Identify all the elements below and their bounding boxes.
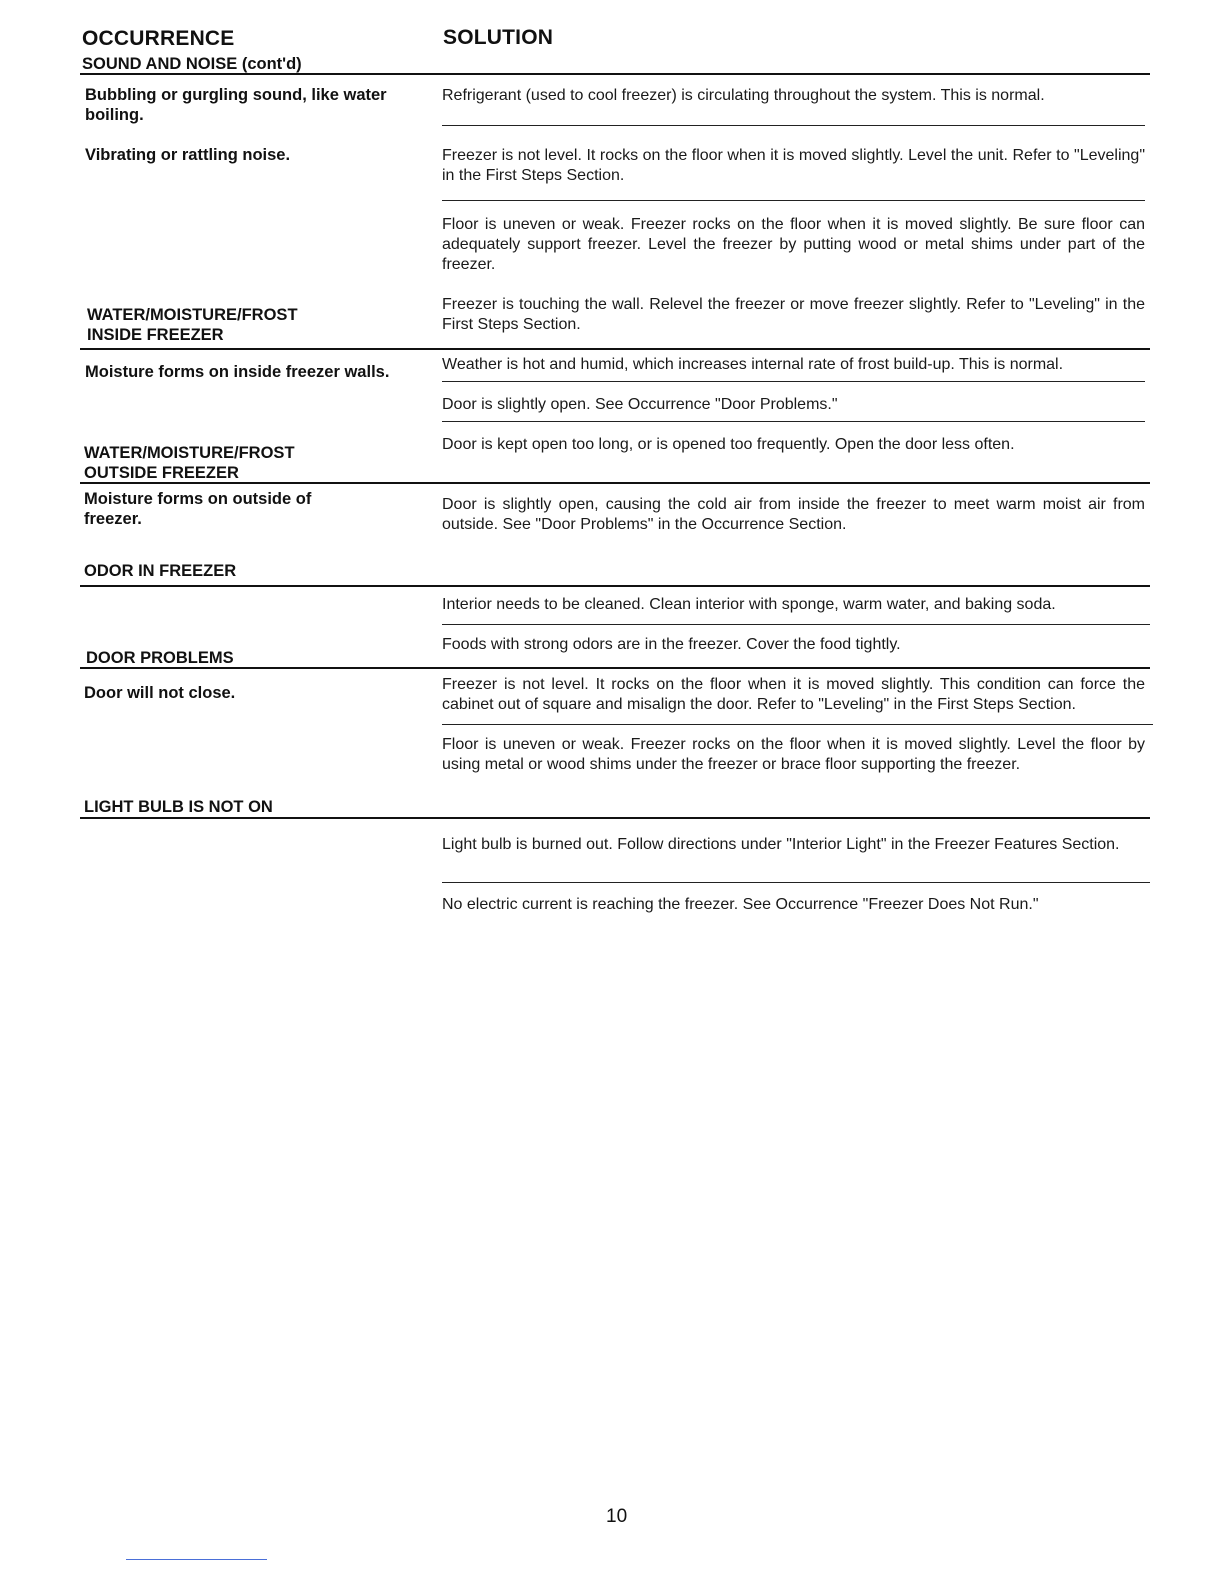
occurrence-moisture-outside-line2: freezer. [84, 510, 142, 528]
solution-refrigerant: Refrigerant (used to cool freezer) is circulating throughout the system. This is normal. [442, 87, 1045, 104]
occurrence-moisture-outside [84, 489, 311, 529]
occurrence-bubbling-line1: Bubbling or gurgling sound, like water [85, 86, 387, 104]
decorative-blue-rule [126, 1559, 267, 1560]
solution-divider [442, 125, 1145, 126]
occurrence-vibrating: Vibrating or rattling noise. [85, 146, 291, 164]
solution-floor-uneven: Floor is uneven or weak. Freezer rocks on the floor when it is moved slightly. Be sure floor can adequately support freezer. Level the freezer by putting wood or metal shims under part of the freezer. [442, 216, 1145, 273]
section-odor: ODOR IN FREEZER [84, 562, 237, 580]
solution-divider [442, 200, 1145, 201]
section-divider [80, 817, 1150, 819]
section-sound-and-noise: SOUND AND NOISE (cont'd) [82, 55, 302, 73]
occurrence-column-header: OCCURRENCE [82, 27, 235, 50]
section-water-outside-line2: OUTSIDE FREEZER [84, 464, 239, 482]
solution-door-open-cold: Door is slightly open, causing the cold air from inside the freezer to meet warm moist air from outside. See "Door Problems" in the Occurrence Section. [442, 496, 1145, 533]
occurrence-moisture-outside-line1: Moisture forms on outside of [84, 490, 312, 508]
section-divider [80, 348, 1150, 350]
solution-divider [442, 381, 1145, 382]
section-water-inside-line1: WATER/MOISTURE/FROST [87, 306, 298, 324]
section-divider [80, 482, 1150, 484]
solution-weather: Weather is hot and humid, which increases internal rate of frost build-up. This is normal. [442, 356, 1064, 373]
section-door-problems: DOOR PROBLEMS [86, 649, 234, 667]
solution-interior-clean: Interior needs to be cleaned. Clean interior with sponge, warm water, and baking soda. [442, 596, 1056, 613]
solution-column-header: SOLUTION [443, 26, 554, 49]
section-water-inside-line2: INSIDE FREEZER [87, 326, 224, 344]
solution-door-not-level: Freezer is not level. It rocks on the floor when it is moved slightly. This condition can force the cabinet out of square and misalign the door. Refer to "Leveling" in the First Steps Section. [442, 676, 1145, 713]
occurrence-moisture-inside: Moisture forms on inside freezer walls. [85, 363, 390, 381]
solution-door-open: Door is slightly open. See Occurrence "Door Problems." [442, 396, 838, 413]
occurrence-bubbling [85, 85, 435, 125]
solution-touching-wall: Freezer is touching the wall. Relevel the freezer or move freezer slightly. Refer to "Leveling" in the First Steps Section. [442, 296, 1145, 333]
section-light-bulb: LIGHT BULB IS NOT ON [84, 798, 273, 816]
solution-strong-odors: Foods with strong odors are in the freezer. Cover the food tightly. [442, 636, 901, 653]
occurrence-door-close: Door will not close. [84, 684, 236, 702]
occurrence-bubbling-line2: boiling. [85, 106, 144, 124]
solution-door-floor-uneven: Floor is uneven or weak. Freezer rocks on the floor when it is moved slightly. Level the floor by using metal or wood shims under the freezer or brace floor supporting the freezer. [442, 736, 1145, 773]
section-divider [80, 73, 1150, 75]
solution-door-kept-open: Door is kept open too long, or is opened too frequently. Open the door less often. [442, 436, 1015, 453]
solution-divider [442, 882, 1150, 883]
section-water-outside-line1: WATER/MOISTURE/FROST [84, 444, 295, 462]
solution-divider [442, 624, 1150, 625]
section-divider [80, 585, 1150, 587]
solution-divider [442, 421, 1145, 422]
solution-not-level: Freezer is not level. It rocks on the floor when it is moved slightly. Level the unit. Refer to "Leveling" in the First Steps Section. [442, 147, 1145, 184]
solution-bulb-burned: Light bulb is burned out. Follow directions under "Interior Light" in the Freezer Features Section. [442, 836, 1120, 853]
solution-divider [442, 724, 1153, 725]
solution-no-current: No electric current is reaching the freezer. See Occurrence "Freezer Does Not Run." [442, 896, 1039, 913]
page-number: 10 [606, 1506, 628, 1527]
section-water-inside [87, 305, 298, 345]
section-water-outside [84, 443, 295, 483]
section-divider [80, 667, 1150, 669]
